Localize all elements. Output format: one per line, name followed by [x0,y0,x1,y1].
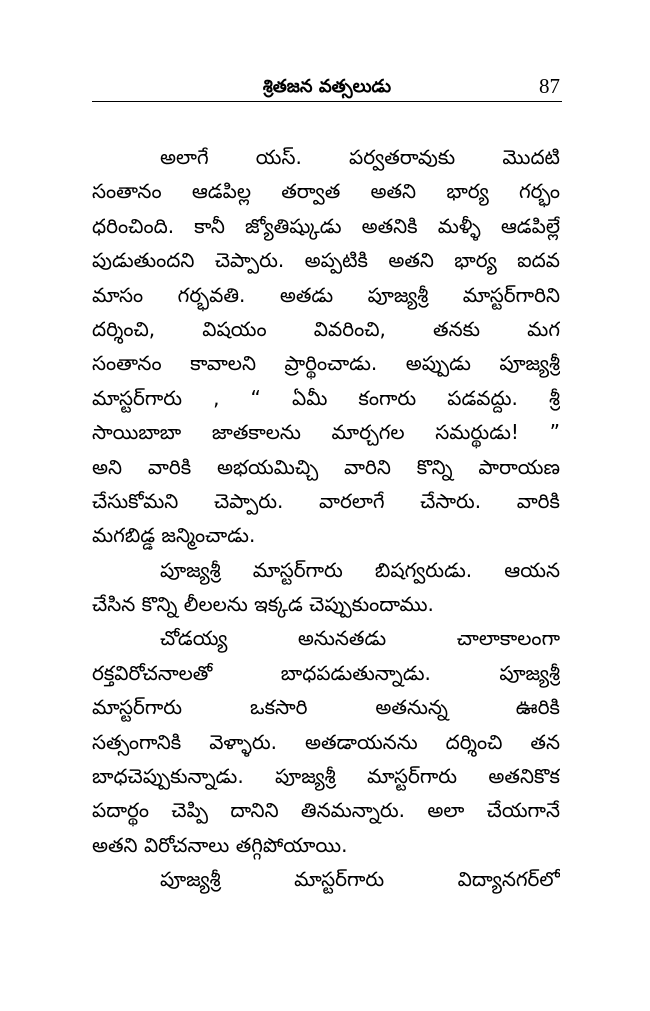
paragraph-line: రక్తవిరోచనాలతో బాధపడుతున్నాడు. పూజ్యశ్రీ [92,660,560,685]
paragraph-line: చోడయ్య అనునతడు చాలాకాలంగా [160,626,560,651]
paragraph-line: సాయిబాబా జాతకాలను మార్చగల సమర్థుడు! ” [92,420,560,445]
paragraph-line: చేసుకోమని చెప్పారు. వారలాగే చేసారు. వారికి [92,488,560,513]
paragraph-line: మగబిడ్డ జన్మించాడు. [92,523,256,548]
paragraph-line: చేసిన కొన్ని లీలలను ఇక్కడ చెప్పుకుందాము. [92,592,434,617]
paragraph-line: పదార్థం చెప్పి దానిని తినమన్నారు. అలా చేయగానే [92,798,560,823]
paragraph-line: మాస్టర్‌గారు ఒకసారి అతనున్న ఊరికి [92,695,560,720]
book-title: శ్రితజన వత్సలుడు [262,76,392,97]
running-header [92,74,562,100]
paragraph-line: సంతానం ఆడపిల్ల తర్వాత అతని భార్య గర్భం [92,179,560,204]
page-number: 87 [539,74,560,98]
paragraph-line: ధరించింది. కానీ జ్యోతిష్కుడు అతనికి మళ్ళీ ఆడపిల్లే [92,213,560,238]
paragraph-line: పూజ్యశ్రీ మాస్టర్‌గారు బిషగ్వరుడు. ఆయన [160,557,560,582]
paragraph-line: పూజ్యశ్రీ మాస్టర్‌గారు విద్యానగర్‌లో [160,867,560,892]
paragraph-line: అలాగే యస్. పర్వతరావుకు మొదటి [160,145,560,169]
paragraph-line: బాధచెప్పుకున్నాడు. పూజ్యశ్రీ మాస్టర్‌గారు అతనికొక [92,764,560,789]
paragraph-line: మాసం గర్భవతి. అతడు పూజ్యశ్రీ మాస్టర్‌గారిని [92,282,560,307]
paragraph-line: దర్శించి, విషయం వివరించి, తనకు మగ [92,316,560,341]
paragraph-line: సత్సంగానికి వెళ్ళారు. అతడాయనను దర్శించి తన [92,729,560,754]
paragraph-line: పుడుతుందని చెప్పారు. అప్పటికి అతని భార్య ఐదవ [92,248,560,273]
paragraph-line: అని వారికి అభయమిచ్చి వారిని కొన్ని పారాయణ [92,454,560,479]
page-body [92,140,560,897]
paragraph-line: అతని విరోచనాలు తగ్గిపోయాయి. [92,832,348,857]
paragraph-line: మాస్టర్‌గారు , “ ఏమీ కంగారు పడవద్దు. శ్రీ [92,385,560,410]
header-divider [92,101,562,102]
paragraph-line: సంతానం కావాలని ప్రార్థించాడు. అప్పుడు పూజ్యశ్రీ [92,351,560,376]
